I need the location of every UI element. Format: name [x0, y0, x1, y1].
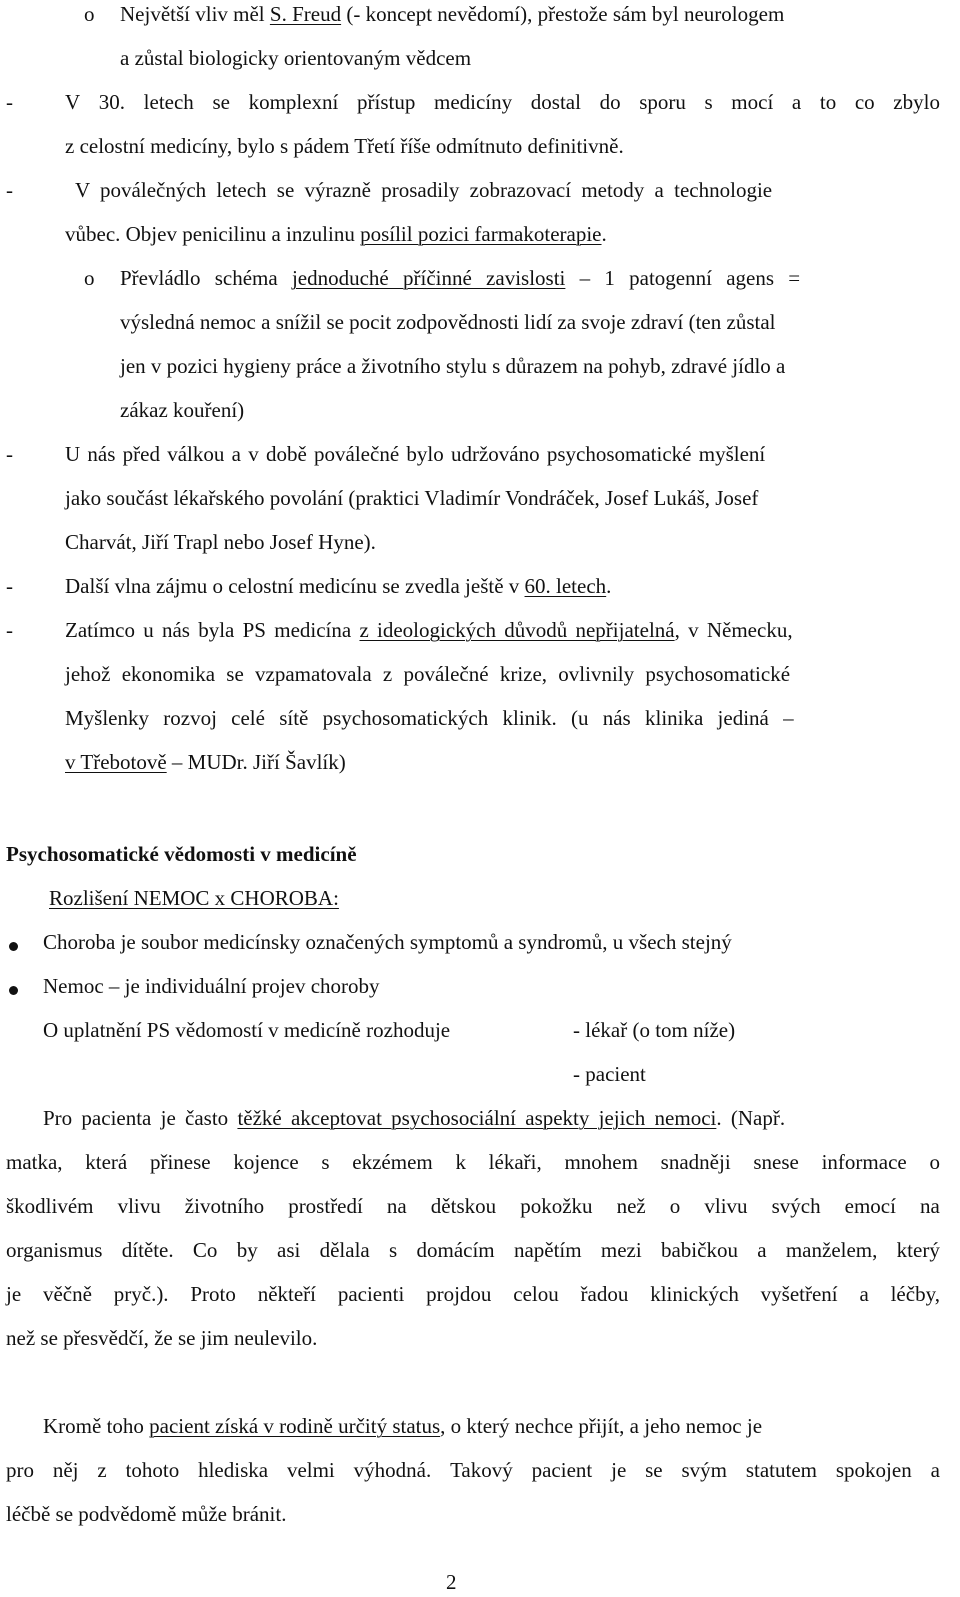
line-freud: Největší vliv měl S. Freud (- koncept nevědomí), přestože sám byl neurologem	[120, 2, 785, 26]
line-pred-valkou: U nás před válkou a v době poválečné bylo udržováno psychosomatické myšlení	[65, 442, 766, 466]
line-dalsi-vlna: Další vlna zájmu o celostní medicínu se zvedla ještě v 60. letech.	[65, 574, 612, 598]
line-zatimco: Zatímco u nás byla PS medicína z ideologických důvodů nepřijatelná, v Německu,	[65, 618, 793, 642]
list-marker-dash: -	[6, 574, 13, 598]
link-psychosocialni-aspekty[interactable]: těžké akceptovat psychosociální aspekty jejich nemoci	[237, 1106, 717, 1130]
para1-line5: je věčně pryč.). Proto někteří pacienti projdou celou řadou klinických vyšetření a léčby,	[6, 1282, 940, 1306]
line-myslenky: Myšlenky rozvoj celé sítě psychosomatických klinik. (u nás klinika jediná –	[65, 706, 794, 730]
list-marker-o: o	[84, 266, 95, 290]
line-penicilin: vůbec. Objev penicilinu a inzulinu posílil pozici farmakoterapie.	[65, 222, 607, 246]
list-marker-dash: -	[6, 618, 13, 642]
section-heading: Psychosomatické vědomosti v medicíně	[6, 842, 357, 866]
list-marker-dash: -	[6, 178, 13, 202]
para2-line2: pro něj z tohoto hlediska velmi výhodná. Takový pacient je se svým statutem spokojen a	[6, 1458, 940, 1482]
bullet-choroba: Choroba je soubor medicínsky označených symptomů a syndromů, u všech stejný	[43, 930, 732, 954]
list-marker-dash: -	[6, 90, 13, 114]
link-60-letech[interactable]: 60. letech	[524, 574, 607, 598]
line-schema: Převládlo schéma jednoduché příčinné zavislosti – 1 patogenní agens =	[120, 266, 801, 290]
subheading-nemoc-choroba: Rozlišení NEMOC x CHOROBA:	[49, 886, 339, 910]
link-freud[interactable]: S. Freud	[269, 2, 342, 26]
line-biologicky: a zůstal biologicky orientovaným vědcem	[120, 46, 472, 70]
para1-line4: organismus dítěte. Co by asi dělala s domácím napětím mezi babičkou a manželem, který	[6, 1238, 940, 1262]
para2-line1: Kromě toho pacient získá v rodině určitý status, o který nechce přijít, a jeho nemoc je	[43, 1414, 763, 1438]
para1-line1: Pro pacienta je často těžké akceptovat psychosociální aspekty jejich nemoci. (Např.	[43, 1106, 786, 1130]
link-ideologicke-duvody[interactable]: z ideologických důvodů nepřijatelná	[359, 618, 675, 642]
line-koureni: zákaz kouření)	[120, 398, 245, 422]
line-soucast: jako součást lékařského povolání (praktici Vladimír Vondráček, Josef Lukáš, Josef	[65, 486, 759, 510]
para1-line2: matka, která přinese kojence s ekzémem k lékaři, mnohem snadněji snese informace o	[6, 1150, 940, 1174]
bullet-dot	[9, 942, 18, 951]
link-farmakoterapie[interactable]: posílil pozici farmakoterapie	[360, 222, 602, 246]
para1-line3: škodlivém vlivu životního prostředí na dětskou pokožku než o vlivu svých emocí na	[6, 1194, 940, 1218]
option-pacient: - pacient	[573, 1062, 646, 1086]
list-marker-o: o	[84, 2, 95, 26]
line-30-letech: V 30. letech se komplexní přístup medicíny dostal do sporu s mocí a to co zbylo	[65, 90, 940, 114]
page-number: 2	[446, 1570, 457, 1594]
para1-line6: než se přesvědčí, že se jim neulevilo.	[6, 1326, 318, 1350]
link-pricinne-zavislosti[interactable]: jednoduché příčinné zavislosti	[291, 266, 566, 290]
line-ekonomika: jehož ekonomika se vzpamatovala z poválečné krize, ovlivnily psychosomatické	[65, 662, 791, 686]
line-charvat: Charvát, Jiří Trapl nebo Josef Hyne).	[65, 530, 376, 554]
line-celostni: z celostní medicíny, bylo s pádem Třetí říše odmítnuto definitivně.	[65, 134, 624, 158]
line-hygieny: jen v pozici hygieny práce a životního stylu s důrazem na pohyb, zdravé jídlo a	[120, 354, 786, 378]
list-marker-dash: -	[6, 442, 13, 466]
option-lekar: - lékař (o tom níže)	[573, 1018, 736, 1042]
bullet-dot	[9, 986, 18, 995]
link-status[interactable]: pacient získá v rodině určitý status	[149, 1414, 441, 1438]
bullet-nemoc: Nemoc – je individuální projev choroby	[43, 974, 380, 998]
line-rozhoduje: O uplatnění PS vědomostí v medicíně rozhoduje	[43, 1018, 451, 1042]
line-nemoc: výsledná nemoc a snížil se pocit zodpovědnosti lidí za svoje zdraví (ten zůstal	[120, 310, 776, 334]
line-povalecnych: V poválečných letech se výrazně prosadily zobrazovací metody a technologie	[75, 178, 773, 202]
para2-line3: léčbě se podvědomě může bránit.	[6, 1502, 287, 1526]
line-trebotov: v Třebotově – MUDr. Jiří Šavlík)	[65, 750, 346, 774]
link-trebotov[interactable]: v Třebotově	[65, 750, 167, 774]
